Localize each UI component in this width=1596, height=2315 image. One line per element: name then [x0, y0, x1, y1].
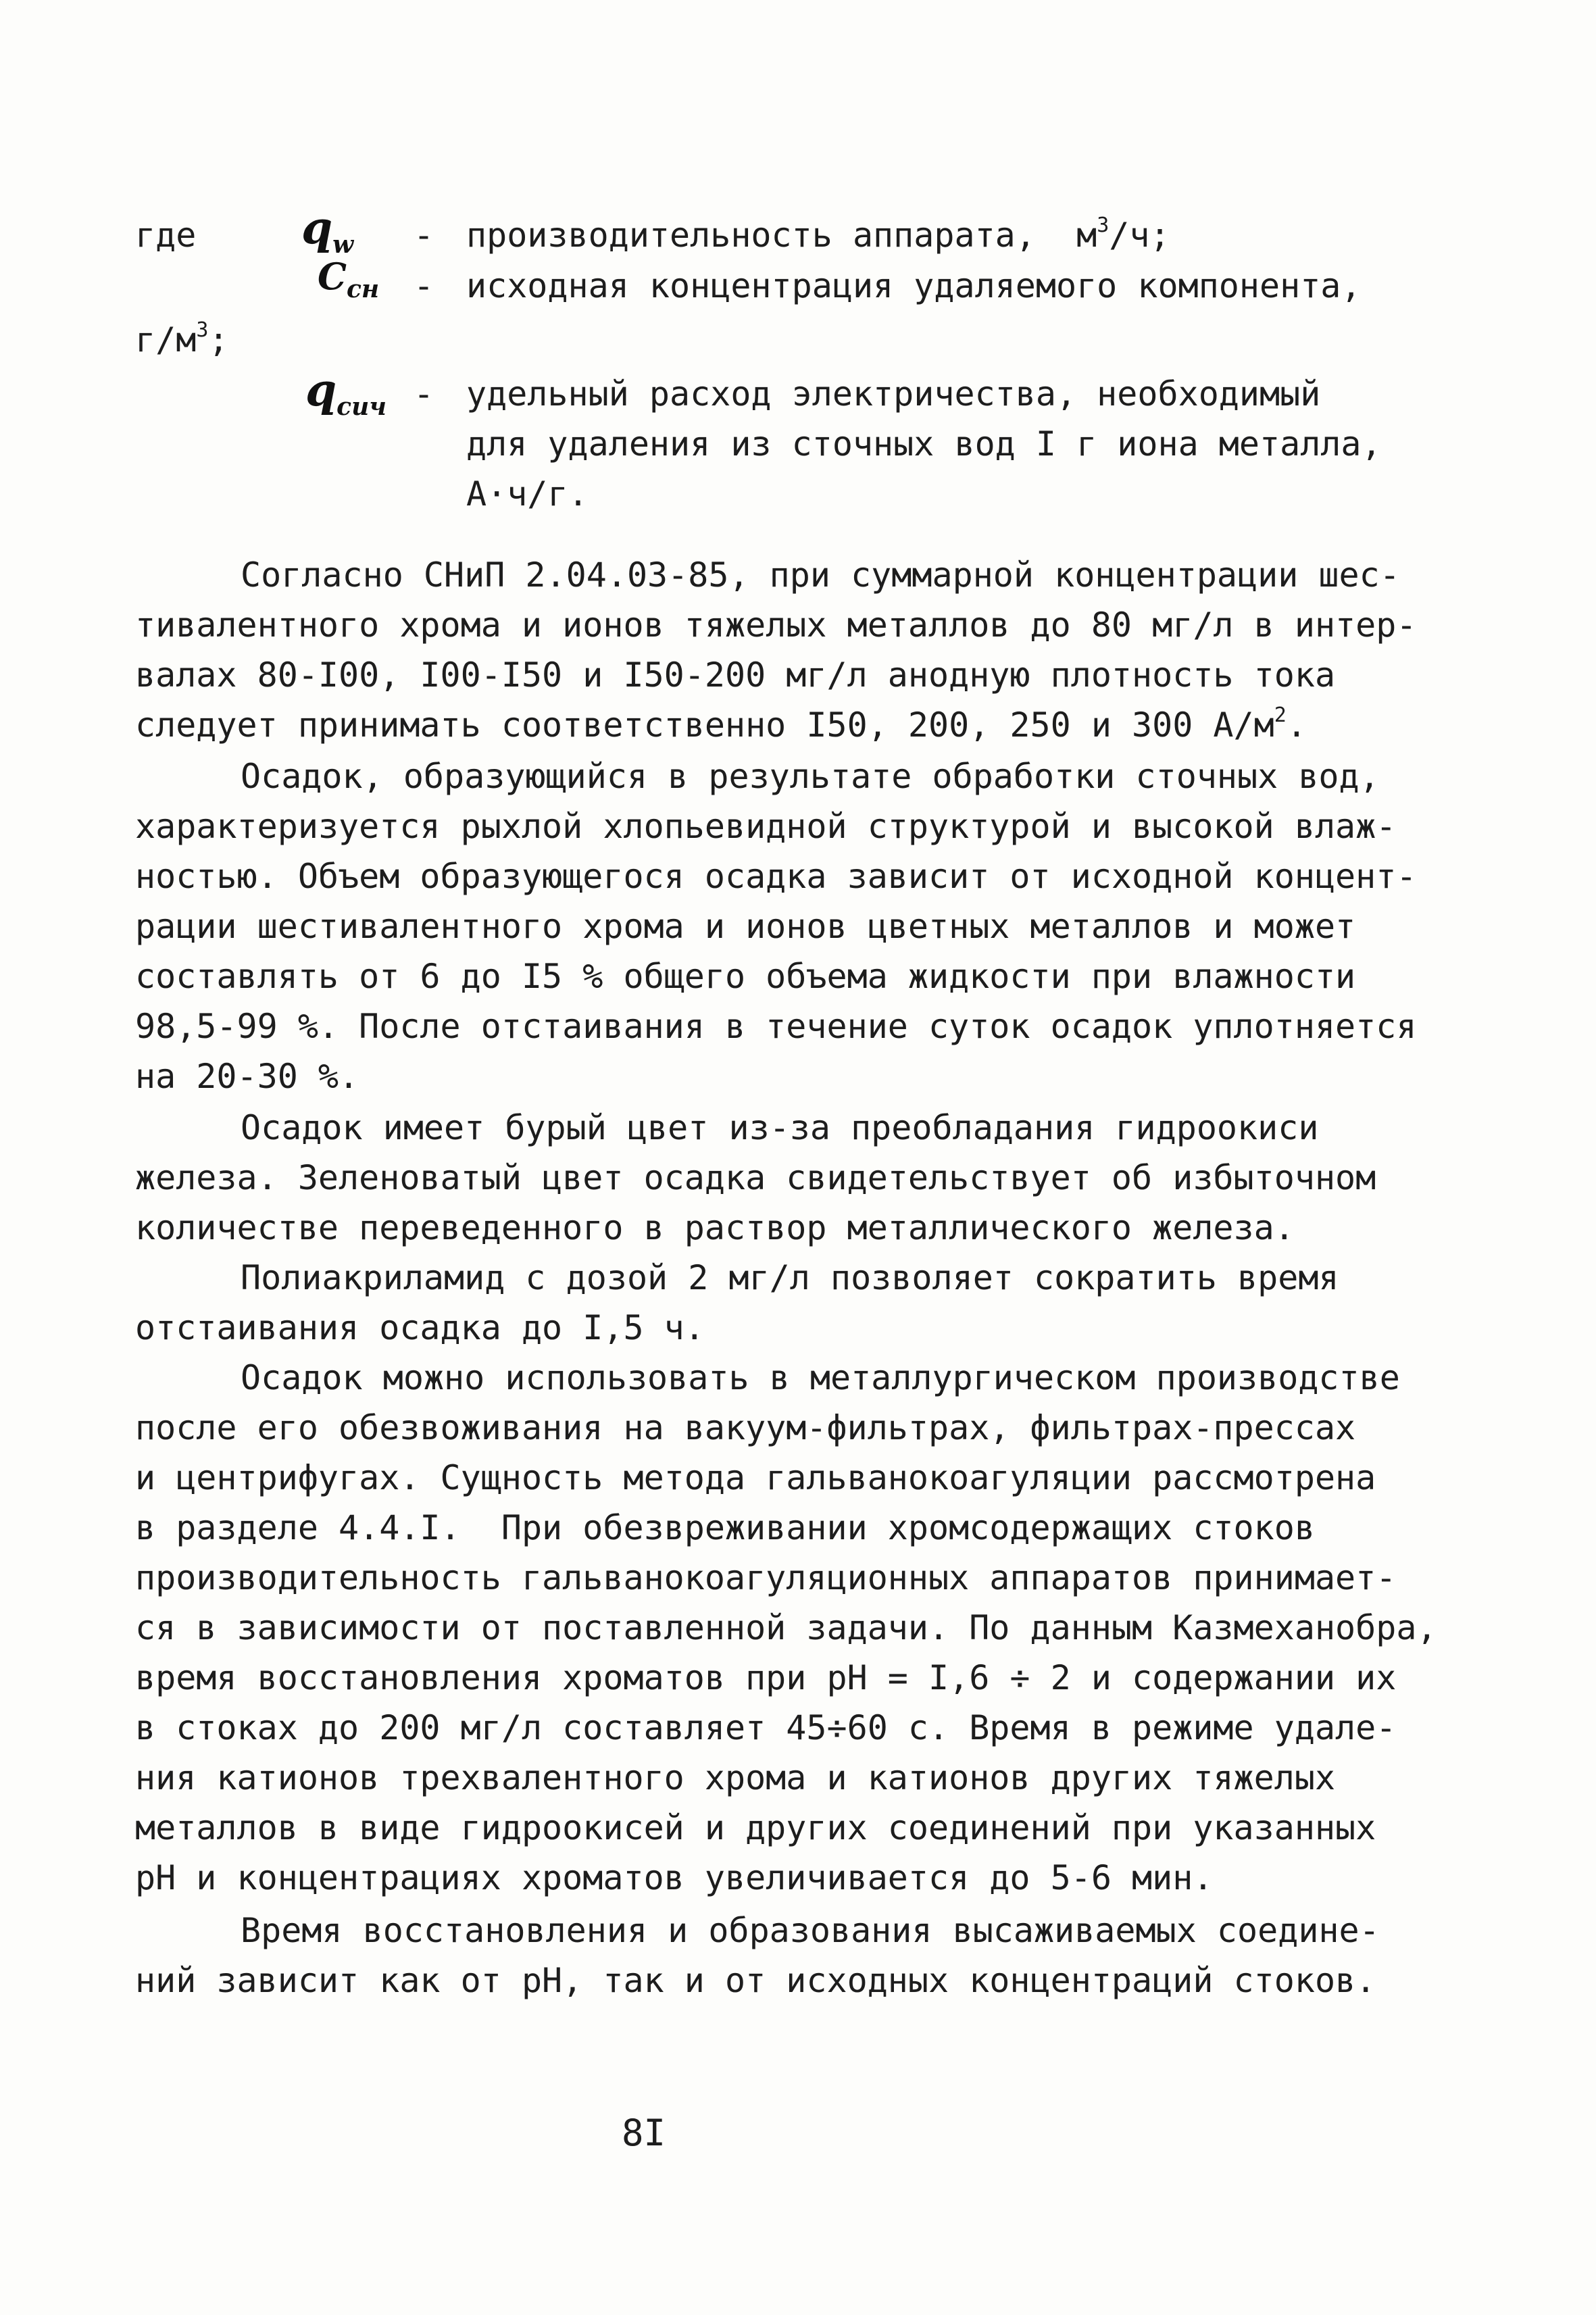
text-line: в стоках до 200 мг/л составляет 45÷60 с. Время в режиме удале-: [135, 1708, 1397, 1747]
text-line: количестве переведенного в раствор металлического железа.: [135, 1208, 1295, 1247]
text-line: Осадок можно использовать в металлургическом производстве: [241, 1358, 1400, 1397]
text-line: металлов в виде гидроокисей и других соединений при указанных: [135, 1808, 1376, 1847]
text-line: отстаивания осадка до I,5 ч.: [135, 1308, 705, 1347]
text-line: после его обезвоживания на вакуум-фильтрах, фильтрах-прессах: [135, 1408, 1356, 1447]
symbol-q-w: $q_w$: [301, 201, 354, 259]
page-number: 8I: [622, 2112, 666, 2154]
text-line: Полиакриламид с дозой 2 мг/л позволяет сократить время: [241, 1258, 1339, 1297]
text-line: на 20-30 %.: [135, 1057, 359, 1096]
text-line: следует принимать соответственно I50, 200, 250 и 300 $А/м^2$.: [135, 703, 1307, 745]
text-line: ний зависит как от рН, так и от исходных концентраций стоков.: [135, 1961, 1376, 2000]
text-line: составлять от 6 до I5 % общего объема жидкости при влажности: [135, 957, 1356, 996]
text-line: рН и концентрациях хроматов увеличивается до 5-6 мин.: [135, 1858, 1214, 1897]
definition-q-sich-line: для удаления из сточных вод I г иона металла,: [466, 424, 1382, 464]
text-line: и центрифугах. Сущность метода гальванокоагуляции рассмотрена: [135, 1458, 1376, 1497]
text-line: Время восстановления и образования высаживаемых соедине-: [241, 1911, 1380, 1950]
text-line: железа. Зеленоватый цвет осадка свидетельствует об избыточном: [135, 1158, 1376, 1197]
text-line: Осадок, образующийся в результате обработки сточных вод,: [241, 757, 1380, 796]
text-line: характеризуется рыхлой хлопьевидной структурой и высокой влаж-: [135, 807, 1397, 846]
text-line: производительность гальванокоагуляционных аппаратов принимает-: [135, 1558, 1397, 1597]
definition-dash: -: [414, 374, 434, 414]
text-line: ния катионов трехвалентного хрома и катионов других тяжелых: [135, 1758, 1336, 1797]
definition-dash: -: [414, 216, 434, 255]
symbol-q-sich: $q_{сич}$: [305, 364, 386, 422]
definition-q-w: производительность аппарата, $м^3/ч$;: [466, 214, 1170, 255]
text-line: ностью. Объем образующегося осадка зависит от исходной концент-: [135, 857, 1417, 896]
text-line: Согласно СНиП 2.04.03-85, при суммарной концентрации шес-: [241, 555, 1400, 595]
text-line: рации шестивалентного хрома и ионов цветных металлов и может: [135, 907, 1356, 946]
unit-g-m3: $г/м^3$;: [135, 318, 229, 359]
text-line: ся в зависимости от поставленной задачи. По данным Казмеханобра,: [135, 1608, 1437, 1647]
definition-q-sich-line: А·ч/г.: [466, 474, 589, 514]
text-line: 98,5-99 %. После отстаивания в течение суток осадок уплотняется: [135, 1007, 1417, 1046]
text-line: в разделе 4.4.I. При обезвреживании хромсодержащих стоков: [135, 1508, 1315, 1547]
definition-c-ch: исходная концентрация удаляемого компонента,: [466, 266, 1362, 305]
text-line: тивалентного хрома и ионов тяжелых металлов до 80 мг/л в интер-: [135, 605, 1417, 645]
where-word: где: [135, 216, 197, 255]
text-line: Осадок имеет бурый цвет из-за преобладания гидроокиси: [241, 1108, 1319, 1147]
text-line: время восстановления хроматов при рН = I,6 ÷ 2 и содержании их: [135, 1658, 1397, 1697]
text-line: валах 80-I00, I00-I50 и I50-200 мг/л анодную плотность тока: [135, 655, 1336, 695]
definition-dash: -: [414, 266, 434, 305]
symbol-c-ch: $C_{сн}$: [318, 255, 380, 303]
definition-q-sich-line: удельный расход электричества, необходимый: [466, 374, 1321, 414]
